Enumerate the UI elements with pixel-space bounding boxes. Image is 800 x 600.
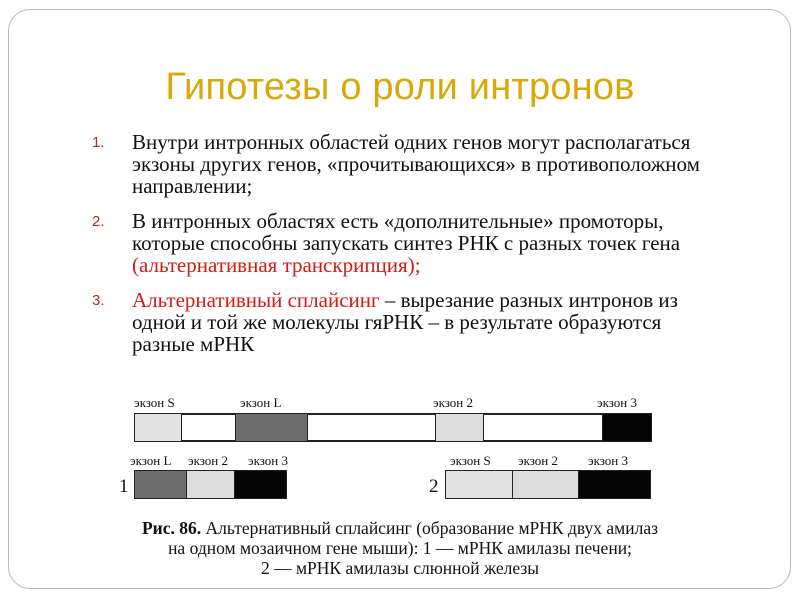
exon-3-box (602, 413, 652, 442)
slide-title: Гипотезы о роли интронов (165, 66, 635, 108)
exon-label: экзон L (130, 453, 172, 468)
caption-line (0, 518, 800, 538)
figure-caption (0, 518, 800, 578)
caption-line: 2 — мРНК амилазы слюнной железы (260, 558, 540, 578)
exon-label: экзон 3 (248, 453, 288, 468)
mrna-2-exon-3 (578, 470, 651, 499)
mrna-1-exon-3 (234, 470, 287, 499)
exon-label: экзон S (450, 453, 491, 468)
exon-label: экзон 3 (597, 395, 637, 410)
exon-label: экзон 3 (588, 453, 628, 468)
caption-figure-number: Рис. 86. (141, 518, 202, 538)
item-number: 3. (92, 292, 105, 309)
item-number: 1. (92, 134, 105, 151)
hypotheses-list (92, 131, 712, 368)
item-text: – вырезание разных интронов из одной и той же молекулы гяРНК – в результате образуются разные мРНК (132, 288, 678, 356)
item-highlight: Альтернативный сплайсинг (132, 288, 380, 312)
exon-label: экзон 2 (518, 453, 558, 468)
caption-line: на одном мозаичном гене мыши): 1 — мРНК амилазы печени; (168, 538, 632, 558)
mrna-2-exon-s (445, 470, 513, 499)
item-text: В интронных областях есть «дополнительные» промоторы, которые способны запускать синтез РНК с разных точек гена (132, 209, 681, 255)
item-highlight: (альтернативная транскрипция); (132, 253, 421, 277)
item-number: 2. (92, 213, 105, 230)
mrna-1-exon-2 (186, 470, 235, 499)
item-text: Внутри интронных областей одних генов могут располагаться экзоны других генов, «прочитывающихся» в противоположном направлении; (132, 130, 700, 198)
mrna-1-number: 1 (119, 476, 129, 497)
exon-label: экзон 2 (433, 395, 473, 410)
exon-label: экзон S (134, 395, 175, 410)
exon-label: экзон L (240, 395, 282, 410)
mrna-2-number: 2 (429, 476, 439, 497)
list-item (92, 289, 712, 355)
caption-text: Альтернативный сплайсинг (образование мРНК двух амилаз (201, 518, 659, 538)
list-item (92, 210, 712, 276)
exon-s-box (134, 413, 182, 442)
exon-label: экзон 2 (188, 453, 228, 468)
exon-2-box (435, 413, 484, 442)
list-item (92, 131, 712, 197)
exon-l-box (235, 413, 308, 442)
mrna-1-exon-l (134, 470, 187, 499)
mrna-2-exon-2 (512, 470, 579, 499)
